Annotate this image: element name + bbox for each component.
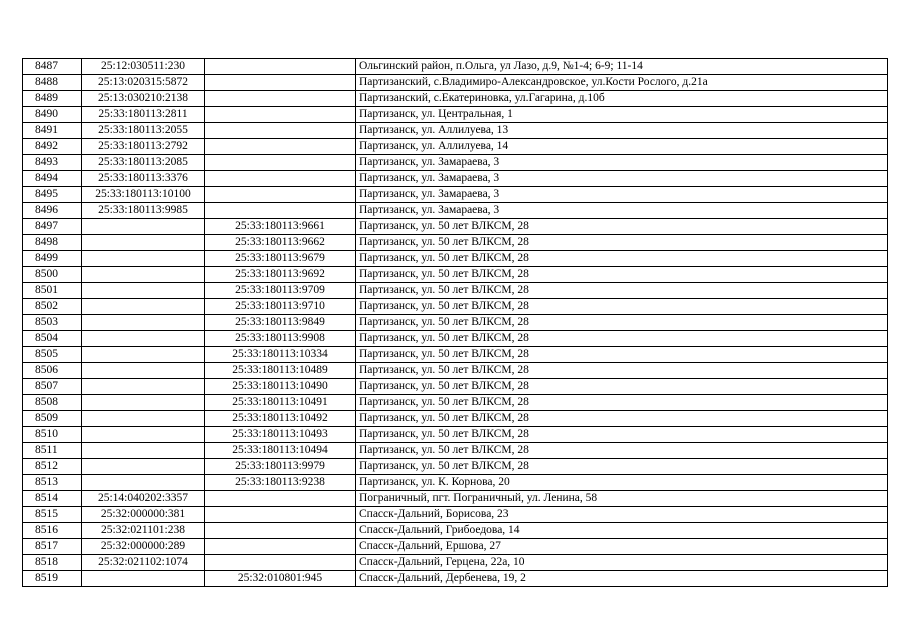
table-row — [23, 171, 888, 187]
table-row — [23, 219, 888, 235]
record-number-cell: 8491 — [23, 123, 82, 139]
address-cell: Партизанск, ул. Центральная, 1 — [356, 107, 888, 123]
record-number-cell: 8497 — [23, 219, 82, 235]
address-cell: Партизанск, ул. Замараева, 3 — [356, 155, 888, 171]
address-cell: Спасск-Дальний, Борисова, 23 — [356, 507, 888, 523]
table-row — [23, 475, 888, 491]
record-number-cell: 8505 — [23, 347, 82, 363]
address-cell: Партизанск, ул. 50 лет ВЛКСМ, 28 — [356, 395, 888, 411]
table-row — [23, 571, 888, 587]
cadastral-number-secondary-cell — [205, 139, 356, 155]
address-cell: Партизанск, ул. 50 лет ВЛКСМ, 28 — [356, 315, 888, 331]
cadastral-number-cell — [82, 411, 205, 427]
table-row — [23, 283, 888, 299]
table-row — [23, 155, 888, 171]
cadastral-number-secondary-cell: 25:33:180113:10490 — [205, 379, 356, 395]
record-number-cell: 8506 — [23, 363, 82, 379]
table-row — [23, 107, 888, 123]
cadastral-number-cell — [82, 299, 205, 315]
address-cell: Пограничный, пгт. Пограничный, ул. Ленина, 58 — [356, 491, 888, 507]
table-row — [23, 187, 888, 203]
cadastral-number-secondary-cell — [205, 91, 356, 107]
table-row — [23, 315, 888, 331]
cadastral-number-cell: 25:32:000000:289 — [82, 539, 205, 555]
record-number-cell: 8496 — [23, 203, 82, 219]
record-number-cell: 8499 — [23, 251, 82, 267]
record-number-cell: 8495 — [23, 187, 82, 203]
address-cell: Спасск-Дальний, Ершова, 27 — [356, 539, 888, 555]
record-number-cell: 8510 — [23, 427, 82, 443]
table-row — [23, 443, 888, 459]
table-row — [23, 555, 888, 571]
record-number-cell: 8489 — [23, 91, 82, 107]
cadastral-number-secondary-cell — [205, 155, 356, 171]
table-row — [23, 347, 888, 363]
cadastral-number-secondary-cell: 25:33:180113:10334 — [205, 347, 356, 363]
cadastral-number-secondary-cell: 25:33:180113:10489 — [205, 363, 356, 379]
cadastral-number-secondary-cell — [205, 203, 356, 219]
address-cell: Партизанск, ул. Аллилуева, 13 — [356, 123, 888, 139]
cadastral-number-cell: 25:12:030511:230 — [82, 59, 205, 75]
cadastral-number-cell — [82, 219, 205, 235]
table-row — [23, 235, 888, 251]
record-number-cell: 8509 — [23, 411, 82, 427]
record-number-cell: 8492 — [23, 139, 82, 155]
cadastral-number-secondary-cell — [205, 507, 356, 523]
address-cell: Партизанск, ул. 50 лет ВЛКСМ, 28 — [356, 251, 888, 267]
cadastral-number-cell — [82, 571, 205, 587]
record-number-cell: 8513 — [23, 475, 82, 491]
cadastral-number-secondary-cell: 25:33:180113:10494 — [205, 443, 356, 459]
cadastral-number-cell — [82, 363, 205, 379]
table-row — [23, 491, 888, 507]
cadastral-number-cell: 25:33:180113:2055 — [82, 123, 205, 139]
cadastral-number-cell: 25:13:020315:5872 — [82, 75, 205, 91]
cadastral-number-cell: 25:32:021102:1074 — [82, 555, 205, 571]
cadastral-number-cell: 25:13:030210:2138 — [82, 91, 205, 107]
cadastral-number-cell: 25:33:180113:3376 — [82, 171, 205, 187]
cadastral-number-secondary-cell: 25:33:180113:9908 — [205, 331, 356, 347]
address-cell: Партизанск, ул. 50 лет ВЛКСМ, 28 — [356, 283, 888, 299]
cadastral-number-cell — [82, 267, 205, 283]
address-cell: Партизанск, ул. 50 лет ВЛКСМ, 28 — [356, 219, 888, 235]
cadastral-number-cell: 25:33:180113:9985 — [82, 203, 205, 219]
address-cell: Спасск-Дальний, Дербенева, 19, 2 — [356, 571, 888, 587]
cadastral-number-secondary-cell — [205, 539, 356, 555]
cadastral-number-secondary-cell: 25:33:180113:10491 — [205, 395, 356, 411]
cadastral-number-secondary-cell — [205, 59, 356, 75]
address-cell: Спасск-Дальний, Грибоедова, 14 — [356, 523, 888, 539]
record-number-cell: 8514 — [23, 491, 82, 507]
cadastral-number-secondary-cell: 25:33:180113:9661 — [205, 219, 356, 235]
cadastral-number-cell: 25:33:180113:2811 — [82, 107, 205, 123]
cadastral-number-secondary-cell — [205, 523, 356, 539]
cadastral-number-cell — [82, 331, 205, 347]
cadastral-number-secondary-cell: 25:33:180113:9849 — [205, 315, 356, 331]
address-cell: Партизанск, ул. 50 лет ВЛКСМ, 28 — [356, 363, 888, 379]
cadastral-number-cell: 25:33:180113:2085 — [82, 155, 205, 171]
cadastral-number-secondary-cell: 25:33:180113:9710 — [205, 299, 356, 315]
table-row — [23, 507, 888, 523]
record-number-cell: 8493 — [23, 155, 82, 171]
record-number-cell: 8503 — [23, 315, 82, 331]
cadastral-number-cell — [82, 475, 205, 491]
record-number-cell: 8490 — [23, 107, 82, 123]
address-cell: Партизанск, ул. 50 лет ВЛКСМ, 28 — [356, 299, 888, 315]
address-cell: Партизанск, ул. Замараева, 3 — [356, 187, 888, 203]
address-cell: Партизанск, ул. 50 лет ВЛКСМ, 28 — [356, 267, 888, 283]
record-number-cell: 8518 — [23, 555, 82, 571]
record-number-cell: 8501 — [23, 283, 82, 299]
cadastral-number-secondary-cell — [205, 75, 356, 91]
cadastral-number-cell — [82, 251, 205, 267]
table-row — [23, 267, 888, 283]
cadastral-number-secondary-cell — [205, 107, 356, 123]
cadastral-number-secondary-cell: 25:33:180113:9238 — [205, 475, 356, 491]
record-number-cell: 8487 — [23, 59, 82, 75]
cadastral-number-cell — [82, 459, 205, 475]
cadastral-number-secondary-cell — [205, 491, 356, 507]
table-row — [23, 59, 888, 75]
table-row — [23, 139, 888, 155]
table-row — [23, 523, 888, 539]
cadastral-number-cell — [82, 443, 205, 459]
cadastral-number-secondary-cell — [205, 123, 356, 139]
address-cell: Партизанск, ул. 50 лет ВЛКСМ, 28 — [356, 235, 888, 251]
table-row — [23, 203, 888, 219]
record-number-cell: 8504 — [23, 331, 82, 347]
address-cell: Партизанск, ул. 50 лет ВЛКСМ, 28 — [356, 379, 888, 395]
table-row — [23, 91, 888, 107]
record-number-cell: 8508 — [23, 395, 82, 411]
record-number-cell: 8500 — [23, 267, 82, 283]
record-number-cell: 8498 — [23, 235, 82, 251]
cadastral-number-secondary-cell: 25:33:180113:9979 — [205, 459, 356, 475]
record-number-cell: 8519 — [23, 571, 82, 587]
registry-table — [22, 58, 888, 587]
registry-table-body — [23, 59, 888, 587]
cadastral-number-secondary-cell — [205, 171, 356, 187]
address-cell: Партизанск, ул. Аллилуева, 14 — [356, 139, 888, 155]
table-row — [23, 427, 888, 443]
record-number-cell: 8516 — [23, 523, 82, 539]
cadastral-number-cell: 25:14:040202:3357 — [82, 491, 205, 507]
table-row — [23, 299, 888, 315]
record-number-cell: 8494 — [23, 171, 82, 187]
cadastral-number-secondary-cell — [205, 555, 356, 571]
cadastral-number-secondary-cell: 25:33:180113:9692 — [205, 267, 356, 283]
table-row — [23, 331, 888, 347]
table-row — [23, 539, 888, 555]
address-cell: Партизанск, ул. 50 лет ВЛКСМ, 28 — [356, 443, 888, 459]
cadastral-number-cell — [82, 347, 205, 363]
address-cell: Партизанский, с.Владимиро-Александровское, ул.Кости Рослого, д.21а — [356, 75, 888, 91]
table-row — [23, 411, 888, 427]
record-number-cell: 8507 — [23, 379, 82, 395]
cadastral-number-cell — [82, 395, 205, 411]
record-number-cell: 8488 — [23, 75, 82, 91]
cadastral-number-cell — [82, 315, 205, 331]
cadastral-number-secondary-cell: 25:33:180113:9662 — [205, 235, 356, 251]
cadastral-number-secondary-cell — [205, 187, 356, 203]
address-cell: Партизанск, ул. К. Корнова, 20 — [356, 475, 888, 491]
cadastral-number-secondary-cell: 25:33:180113:10492 — [205, 411, 356, 427]
record-number-cell: 8515 — [23, 507, 82, 523]
table-row — [23, 395, 888, 411]
address-cell: Партизанск, ул. 50 лет ВЛКСМ, 28 — [356, 411, 888, 427]
cadastral-number-secondary-cell: 25:33:180113:9709 — [205, 283, 356, 299]
cadastral-number-secondary-cell: 25:33:180113:9679 — [205, 251, 356, 267]
address-cell: Партизанск, ул. 50 лет ВЛКСМ, 28 — [356, 331, 888, 347]
table-row — [23, 363, 888, 379]
table-row — [23, 459, 888, 475]
cadastral-number-secondary-cell: 25:33:180113:10493 — [205, 427, 356, 443]
cadastral-number-cell — [82, 283, 205, 299]
table-row — [23, 123, 888, 139]
cadastral-number-cell: 25:32:000000:381 — [82, 507, 205, 523]
address-cell: Партизанск, ул. Замараева, 3 — [356, 203, 888, 219]
record-number-cell: 8512 — [23, 459, 82, 475]
address-cell: Партизанск, ул. 50 лет ВЛКСМ, 28 — [356, 347, 888, 363]
address-cell: Партизанск, ул. 50 лет ВЛКСМ, 28 — [356, 427, 888, 443]
table-row — [23, 379, 888, 395]
address-cell: Ольгинский район, п.Ольга, ул Лазо, д.9, №1-4; 6-9; 11-14 — [356, 59, 888, 75]
cadastral-number-secondary-cell: 25:32:010801:945 — [205, 571, 356, 587]
cadastral-number-cell: 25:33:180113:2792 — [82, 139, 205, 155]
address-cell: Партизанск, ул. Замараева, 3 — [356, 171, 888, 187]
record-number-cell: 8517 — [23, 539, 82, 555]
address-cell: Партизанск, ул. 50 лет ВЛКСМ, 28 — [356, 459, 888, 475]
address-cell: Партизанский, с.Екатериновка, ул.Гагарина, д.10б — [356, 91, 888, 107]
address-cell: Спасск-Дальний, Герцена, 22а, 10 — [356, 555, 888, 571]
table-row — [23, 75, 888, 91]
cadastral-number-cell: 25:32:021101:238 — [82, 523, 205, 539]
record-number-cell: 8502 — [23, 299, 82, 315]
cadastral-number-cell — [82, 235, 205, 251]
cadastral-number-cell — [82, 379, 205, 395]
cadastral-number-cell — [82, 427, 205, 443]
cadastral-number-cell: 25:33:180113:10100 — [82, 187, 205, 203]
record-number-cell: 8511 — [23, 443, 82, 459]
table-row — [23, 251, 888, 267]
